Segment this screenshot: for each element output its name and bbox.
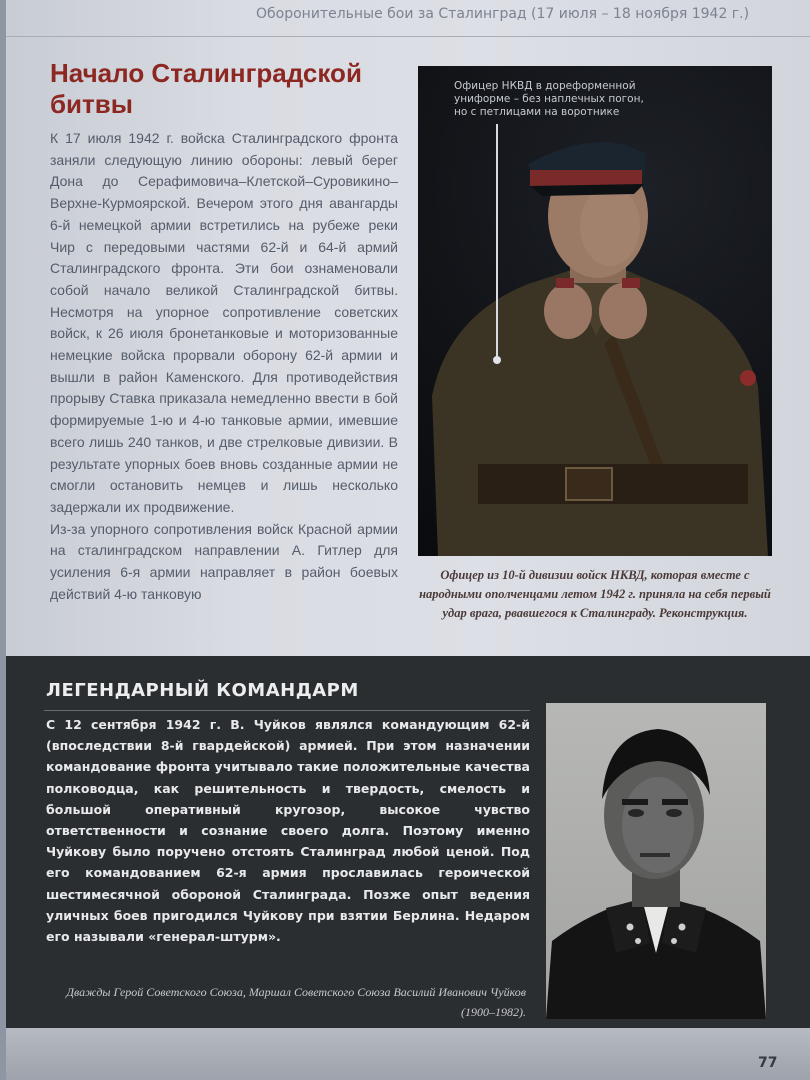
book-page (6, 0, 810, 1080)
running-head: Оборонительные бои за Сталинград (17 июля – 18 ноября 1942 г.) (256, 6, 750, 22)
photo-caption: Офицер из 10-й дивизии войск НКВД, которая вместе с народными ополченцами летом 1942 г. приняла на себя первый удар врага, рвавшегося к Сталинграду. Реконструкция. (419, 568, 771, 620)
page-number: 77 (758, 1055, 778, 1071)
article-paragraph: Из-за упорного сопротивления войск Красной армии на сталинградском направлении А. Гитлер для усиления 6-я армии направляет в район боевых действий 4-ю танковую (50, 520, 398, 602)
chuikov-portrait (546, 703, 766, 1019)
article-body (50, 128, 398, 605)
sidebar-title: ЛЕГЕНДАРНЫЙ КОМАНДАРМ (46, 680, 359, 701)
callout-leader-line (496, 124, 498, 360)
header-divider (6, 36, 810, 37)
sidebar-title-divider (44, 710, 530, 711)
callout-pointer-dot (493, 356, 501, 364)
photo-callout-text: Офицер НКВД в дореформенной униформе – без наплечных погон, но с петлицами на воротнике (454, 80, 644, 118)
sidebar-text: С 12 сентября 1942 г. В. Чуйков являлся командующим 62-й (впоследствии 8-й гвардейской) армией. При этом назначении командование фронта учитывало такие положительные качества полководца, как решительность и твердость, смелость и большой оперативный кругозор, высокое чувство ответственности и сознание своего долга. Поэтому именно Чуйкову было поручено отстоять Сталинград любой ценой. Под его командованием 62-я армия прославилась героической шестимесячной обороной Сталинграда. Позже опыт ведения уличных боев пригодился Чуйкову при взятии Берлина. Недаром его называли «генерал-штурм». (46, 717, 530, 945)
article-paragraph: К 17 июля 1942 г. войска Сталинградского фронта заняли следующую линию обороны: левый берег Дона до Серафимовича–Клетской–Суровикино–Верхне-Курмоярской. Вечером этого дня авангарды 6-й немецкой армии встретились на рубеже реки Чир с передовыми частями 62-й и 64-й армий Сталинградского фронта. Эти бои ознаменовали собой начало великой Сталинградской битвы. Несмотря на упорное сопротивление советских войск, к 26 июля бронетанковые и моторизованные немецкие войска прорвали оборону 62-й армии и вышли в район Каменского. Для противодействия прорыву Ставка приказала немедленно ввести в бой формируемые 1-ю и 4-ю танковые армии, имевшие всего лишь 240 танков, и две стрелковые дивизии. В результате упорных боев вновь созданные армии не смогли остановить немцев и лишь несколько задержали их продвижение. (50, 130, 398, 515)
page-bottom-margin (6, 1028, 810, 1080)
article-title: Начало Сталинградской битвы (50, 58, 362, 119)
portrait-illustration (546, 703, 766, 1019)
nkvd-officer-photo (418, 66, 772, 556)
portrait-caption: Дважды Герой Советского Союза, Маршал Советского Союза Василий Иванович Чуйков (1900–1982). (66, 985, 526, 1019)
officer-figure-illustration (418, 66, 772, 556)
